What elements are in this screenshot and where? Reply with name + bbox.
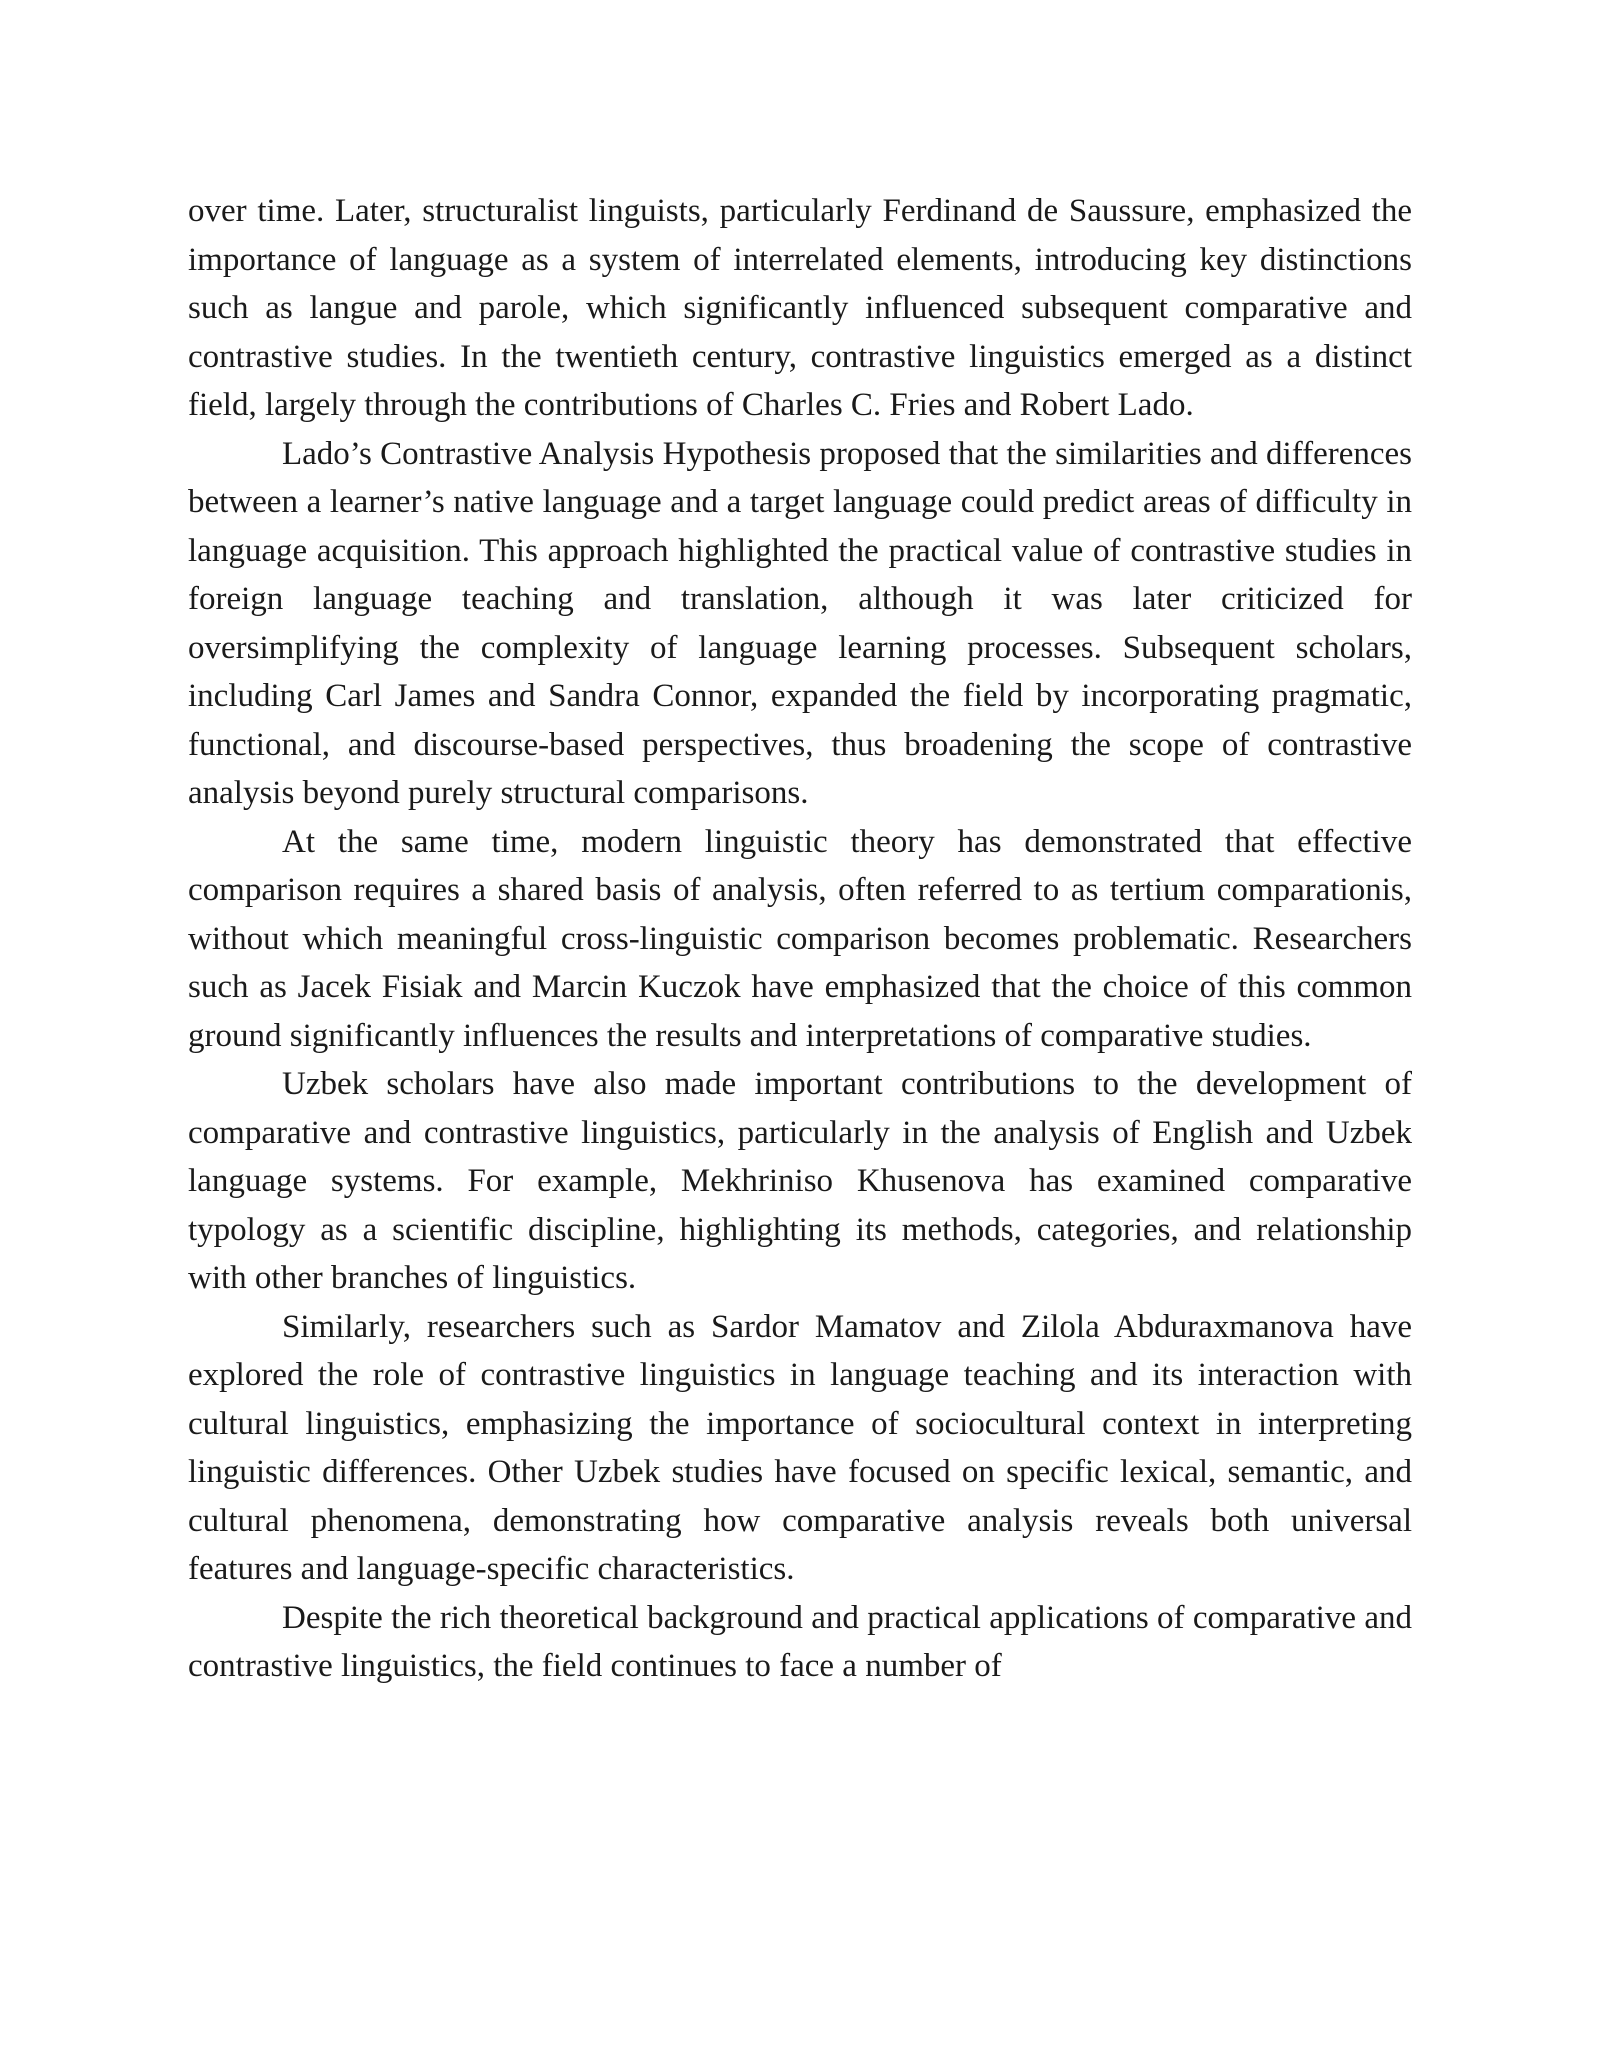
paragraph-lado-hypothesis: Lado’s Contrastive Analysis Hypothesis proposed that the similarities and differences between a learner’s native language and a target language could predict areas of difficulty in language acquisition. This approach highlighted the practical value of contrastive studies in foreign language teaching and translation, although it was later criticized for oversimplifying the complexity of language learning processes. Subsequent scholars, including Carl James and Sandra Connor, expanded the field by incorporating pragmatic, functional, and discourse-based perspectives, thus broadening the scope of contrastive analysis beyond purely structural comparisons. [188, 435, 1412, 811]
paragraph-tertium-comparationis: At the same time, modern linguistic theory has demonstrated that effective comparison requires a shared basis of analysis, often referred to as tertium comparationis, without which meaningful cross-linguistic comparison becomes problematic. Researchers such as Jacek Fisiak and Marcin Kuczok have emphasized that the choice of this common ground significantly influences the results and interpretations of comparative studies. [188, 823, 1412, 1054]
paragraph-continuation: over time. Later, structuralist linguists, particularly Ferdinand de Saussure, emphasized the importance of language as a system of interrelated elements, introducing key distinctions such as langue and parole, which significantly influenced subsequent comparative and contrastive studies. In the twentieth century, contrastive linguistics emerged as a distinct field, largely through the contributions of Charles C. Fries and Robert Lado. [188, 193, 1412, 423]
paragraph-challenges: Despite the rich theoretical background and practical applications of comparative and contrastive linguistics, the field continues to face a number of [188, 1599, 1412, 1684]
body-text [188, 187, 1412, 1691]
paragraph-cultural-linguistics: Similarly, researchers such as Sardor Mamatov and Zilola Abduraxmanova have explored the role of contrastive linguistics in language teaching and its interaction with cultural linguistics, emphasizing the importance of sociocultural context in interpreting linguistic differences. Other Uzbek studies have focused on specific lexical, semantic, and cultural phenomena, demonstrating how comparative analysis reveals both universal features and language-specific characteristics. [188, 1308, 1412, 1587]
paragraph-uzbek-scholars: Uzbek scholars have also made important contributions to the development of comparative and contrastive linguistics, particularly in the analysis of English and Uzbek language systems. For example, Mekhriniso Khusenova has examined comparative typology as a scientific discipline, highlighting its methods, categories, and relationship with other branches of linguistics. [188, 1066, 1412, 1296]
